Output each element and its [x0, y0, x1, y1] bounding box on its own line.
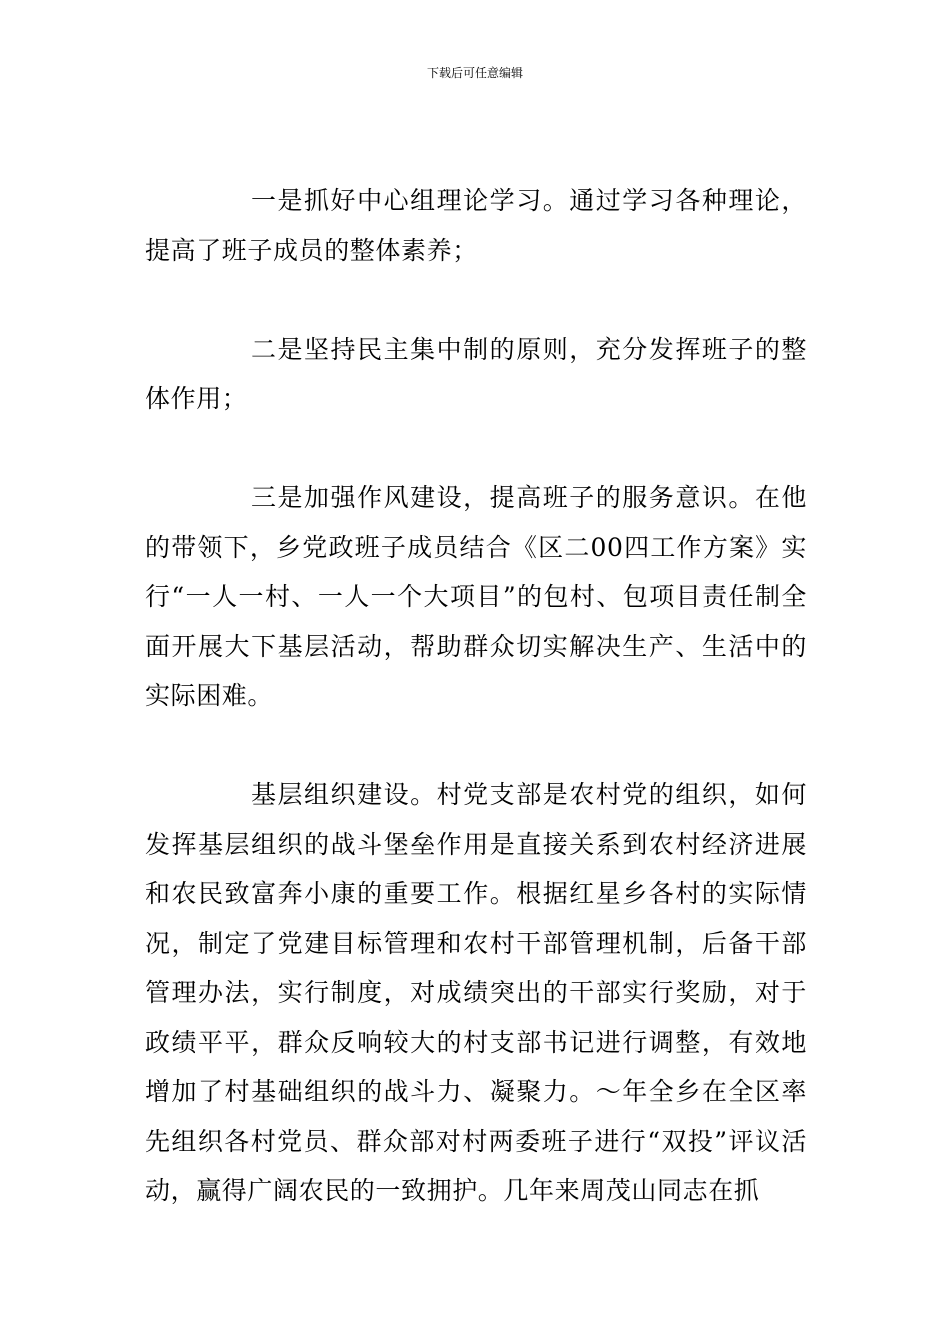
paragraph-3: 三是加强作风建设，提高班子的服务意识。在他的带领下，乡党政班子成员结合《区二00四工作方案》实行“一人一村、一人一个大项目”的包村、包项目责任制全面开展大下基层活动，帮助群众切实解决生产、生活中的实际困难。 [145, 483, 807, 710]
header-note: 下载后可任意编辑 [426, 66, 523, 80]
document-body [145, 176, 807, 1216]
paragraph-2: 二是坚持民主集中制的原则，充分发挥班子的整体作用； [145, 334, 807, 413]
paragraph-1: 一是抓好中心组理论学习。通过学习各种理论，提高了班子成员的整体素养； [145, 186, 807, 265]
paragraph-spacer [145, 275, 807, 325]
paragraph-4: 基层组织建设。村党支部是农村党的组织，如何发挥基层组织的战斗堡垒作用是直接关系到农村经济进展和农民致富奔小康的重要工作。根据红星乡各村的实际情况，制定了党建目标管理和农村干部管理机制，后备干部管理办法，实行制度，对成绩突出的干部实行奖励，对于政绩平平，群众反响较大的村支部书记进行调整，有效地增加了村基础组织的战斗力、凝聚力。～年全乡在全区率先组织各村党员、群众部对村两委班子进行“双投”评议活动，赢得广阔农民的一致拥护。几年来周茂山同志在抓 [145, 780, 807, 1205]
paragraph-spacer [145, 721, 807, 771]
paragraph-spacer [145, 424, 807, 474]
